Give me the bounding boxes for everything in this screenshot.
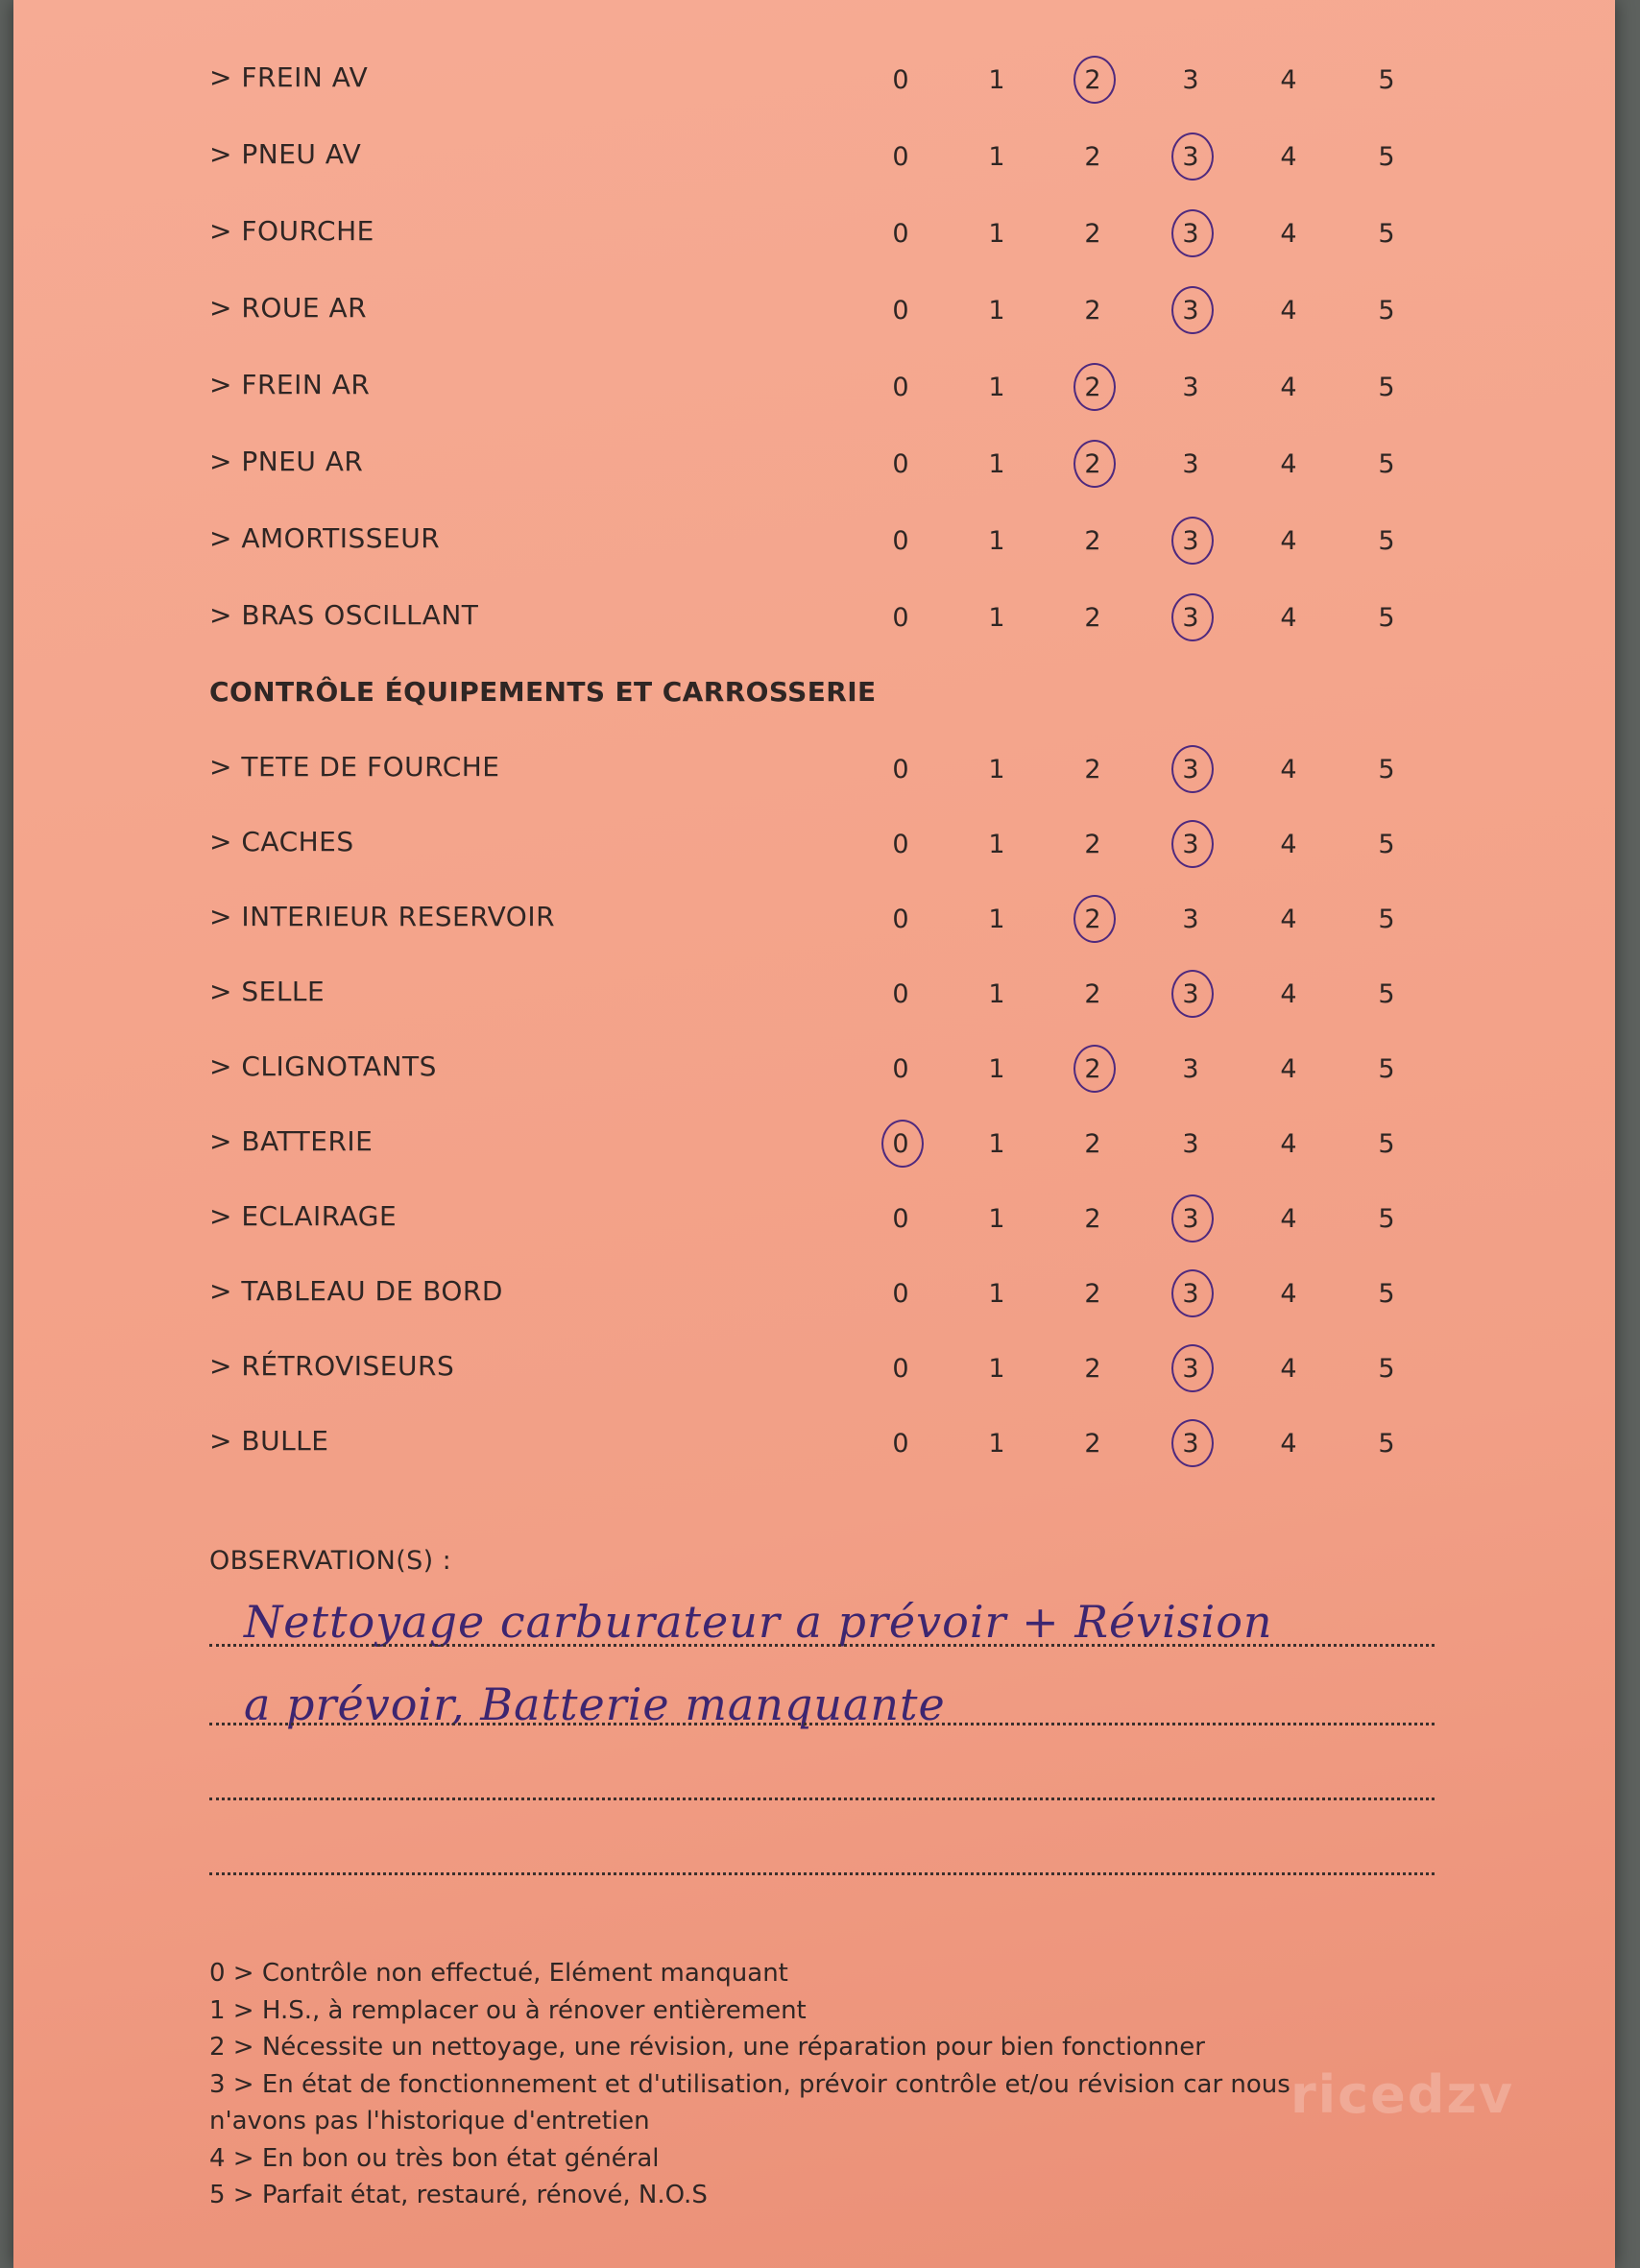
grade-option: 5 [1378,905,1395,934]
grade-option: 4 [1280,1354,1297,1384]
observation-dotted-line [209,1798,1435,1800]
grade-option: 1 [988,373,1005,402]
grade-option: 1 [988,1204,1005,1234]
grade-option: 0 [892,1354,909,1384]
checklist-item-label: > RÉTROVISEURS [209,1350,455,1382]
grade-option-circled: 3 [1162,1204,1219,1234]
grade-option: 4 [1280,142,1297,172]
grade-option: 5 [1378,219,1395,249]
grade-option: 2 [1084,830,1101,859]
grade-option-circled: 3 [1162,603,1219,633]
grade-option: 5 [1378,1054,1395,1084]
grade-option: 4 [1280,905,1297,934]
grade-option: 2 [1084,1204,1101,1234]
grade-option: 1 [988,1354,1005,1384]
grade-option: 0 [892,526,909,556]
grade-option: 1 [988,1129,1005,1159]
checklist-row [13,1114,1615,1171]
grade-option-circled: 2 [1064,65,1121,95]
checklist-row [13,357,1615,415]
grade-option: 1 [988,1279,1005,1309]
checklist-row [13,1413,1615,1471]
legend-line: 0 > Contrôle non effectué, Elément manquant [209,1959,788,1988]
grade-option: 1 [988,1054,1005,1084]
grade-option: 4 [1280,65,1297,95]
grade-option-circled: 3 [1162,1279,1219,1309]
checklist-row [13,964,1615,1022]
grade-option: 4 [1280,1204,1297,1234]
grade-option: 5 [1378,755,1395,784]
grade-option: 2 [1084,526,1101,556]
checklist-row [13,889,1615,947]
checklist-row [13,1189,1615,1246]
grade-option: 2 [1084,142,1101,172]
grade-option: 5 [1378,65,1395,95]
grade-option: 5 [1378,449,1395,479]
checklist-item-label: > FREIN AR [209,369,371,400]
grade-option: 0 [892,905,909,934]
grade-option: 0 [892,65,909,95]
grade-option: 1 [988,603,1005,633]
grade-option: 0 [892,142,909,172]
checklist-item-label: > ROUE AR [209,292,368,324]
grade-option: 4 [1280,1129,1297,1159]
checklist-row [13,1039,1615,1097]
grade-option: 5 [1378,1204,1395,1234]
grade-option: 5 [1378,1354,1395,1384]
grade-option: 3 [1182,449,1199,479]
grade-option: 5 [1378,830,1395,859]
checklist-item-label: > ECLAIRAGE [209,1200,398,1232]
grade-option: 5 [1378,1129,1395,1159]
grade-option-circled: 3 [1162,755,1219,784]
grade-option: 5 [1378,373,1395,402]
legend-line: n'avons pas l'historique d'entretien [209,2107,650,2135]
handwritten-observation-line-1: Nettoyage carburateur a prévoir + Révision [244,1596,1273,1648]
grade-option-circled: 3 [1162,830,1219,859]
grade-option: 5 [1378,142,1395,172]
grade-option: 1 [988,65,1005,95]
checklist-item-label: > FOURCHE [209,215,374,247]
legend-line: 1 > H.S., à remplacer ou à rénover entièrement [209,1995,807,2025]
grade-option: 5 [1378,1279,1395,1309]
legend-line: 4 > En bon ou très bon état général [209,2143,660,2173]
checklist-row [13,588,1615,645]
inspection-sheet [13,0,1615,2268]
checklist-row [13,127,1615,184]
grade-option: 0 [892,1204,909,1234]
grade-option: 5 [1378,1429,1395,1459]
grade-option: 0 [892,1429,909,1459]
grade-option-circled: 3 [1162,142,1219,172]
observation-dotted-line [209,1723,1435,1725]
grade-option: 1 [988,526,1005,556]
legend-line: 5 > Parfait état, restauré, rénové, N.O.S [209,2181,708,2209]
grade-option: 0 [892,373,909,402]
grade-option: 5 [1378,526,1395,556]
grade-option: 1 [988,219,1005,249]
grade-option: 4 [1280,1054,1297,1084]
grade-option: 0 [892,830,909,859]
grade-option: 4 [1280,1429,1297,1459]
watermark-logo: ricedzv [1290,2064,1515,2125]
observations-title: OBSERVATION(S) : [209,1546,452,1576]
checklist-item-label: > PNEU AV [209,138,362,170]
checklist-item-label: > TABLEAU DE BORD [209,1275,503,1307]
checklist-item-label: > BATTERIE [209,1125,374,1157]
checklist-row [13,1264,1615,1321]
grade-option-circled: 3 [1162,219,1219,249]
grade-option-circled: 3 [1162,526,1219,556]
legend-line: 2 > Nécessite un nettoyage, une révision, une réparation pour bien fonctionner [209,2033,1205,2062]
checklist-item-label: > TETE DE FOURCHE [209,751,500,783]
grade-option: 0 [892,296,909,326]
grade-option: 5 [1378,603,1395,633]
grade-option-circled: 0 [872,1129,929,1159]
grade-option: 0 [892,979,909,1009]
checklist-row [13,1339,1615,1396]
checklist-item-label: > INTERIEUR RESERVOIR [209,901,556,932]
checklist-item-label: > BRAS OSCILLANT [209,599,479,631]
checklist-row [13,204,1615,261]
grade-option: 4 [1280,449,1297,479]
checklist-row [13,50,1615,108]
grade-option: 3 [1182,65,1199,95]
grade-option: 2 [1084,1429,1101,1459]
grade-option: 4 [1280,830,1297,859]
checklist-item-label: > SELLE [209,976,326,1007]
checklist-row [13,511,1615,568]
observation-dotted-line [209,1644,1435,1647]
grade-option: 4 [1280,1279,1297,1309]
grade-option: 0 [892,449,909,479]
grade-option: 1 [988,905,1005,934]
checklist-item-label: > PNEU AR [209,446,364,477]
checklist-item-label: > FREIN AV [209,61,369,93]
grade-option-circled: 3 [1162,1354,1219,1384]
handwritten-observation-line-2: a prévoir, Batterie manquante [244,1678,946,1730]
grade-option: 3 [1182,373,1199,402]
grade-option: 4 [1280,373,1297,402]
grade-option: 0 [892,755,909,784]
grade-option: 4 [1280,296,1297,326]
grade-option: 2 [1084,1279,1101,1309]
checklist-item-label: > AMORTISSEUR [209,522,441,554]
grade-option-circled: 2 [1064,905,1121,934]
grade-option: 2 [1084,1354,1101,1384]
grade-option: 0 [892,603,909,633]
checklist-row [13,434,1615,492]
checklist-row [13,814,1615,872]
grade-option: 2 [1084,296,1101,326]
grade-option: 4 [1280,755,1297,784]
grade-option: 2 [1084,755,1101,784]
grade-legend [209,1955,1458,2214]
grade-option: 5 [1378,979,1395,1009]
grade-option-circled: 3 [1162,1429,1219,1459]
checklist-row [13,280,1615,338]
grade-option: 3 [1182,905,1199,934]
grade-option: 3 [1182,1054,1199,1084]
checklist-item-label: > CACHES [209,826,354,857]
grade-option: 0 [892,1054,909,1084]
grade-option-circled: 3 [1162,979,1219,1009]
grade-option: 4 [1280,526,1297,556]
grade-option: 1 [988,142,1005,172]
grade-option-circled: 2 [1064,449,1121,479]
grade-option: 1 [988,830,1005,859]
grade-option: 4 [1280,979,1297,1009]
checklist-item-label: > BULLE [209,1425,329,1457]
grade-option-circled: 3 [1162,296,1219,326]
grade-option: 1 [988,1429,1005,1459]
grade-option-circled: 2 [1064,373,1121,402]
grade-option: 2 [1084,219,1101,249]
grade-option: 2 [1084,979,1101,1009]
grade-option-circled: 2 [1064,1054,1121,1084]
grade-option: 4 [1280,219,1297,249]
legend-line: 3 > En état de fonctionnement et d'utilisation, prévoir contrôle et/ou révision car nous [209,2069,1290,2099]
observation-dotted-line [209,1872,1435,1875]
checklist-item-label: > CLIGNOTANTS [209,1050,437,1082]
grade-option: 0 [892,219,909,249]
grade-option: 3 [1182,1129,1199,1159]
grade-option: 2 [1084,603,1101,633]
grade-option: 2 [1084,1129,1101,1159]
grade-option: 4 [1280,603,1297,633]
grade-option: 1 [988,979,1005,1009]
section-title: CONTRÔLE ÉQUIPEMENTS ET CARROSSERIE [209,676,877,708]
grade-option: 5 [1378,296,1395,326]
checklist-row [13,739,1615,797]
grade-option: 0 [892,1279,909,1309]
grade-option: 1 [988,755,1005,784]
grade-option: 1 [988,449,1005,479]
grade-option: 1 [988,296,1005,326]
